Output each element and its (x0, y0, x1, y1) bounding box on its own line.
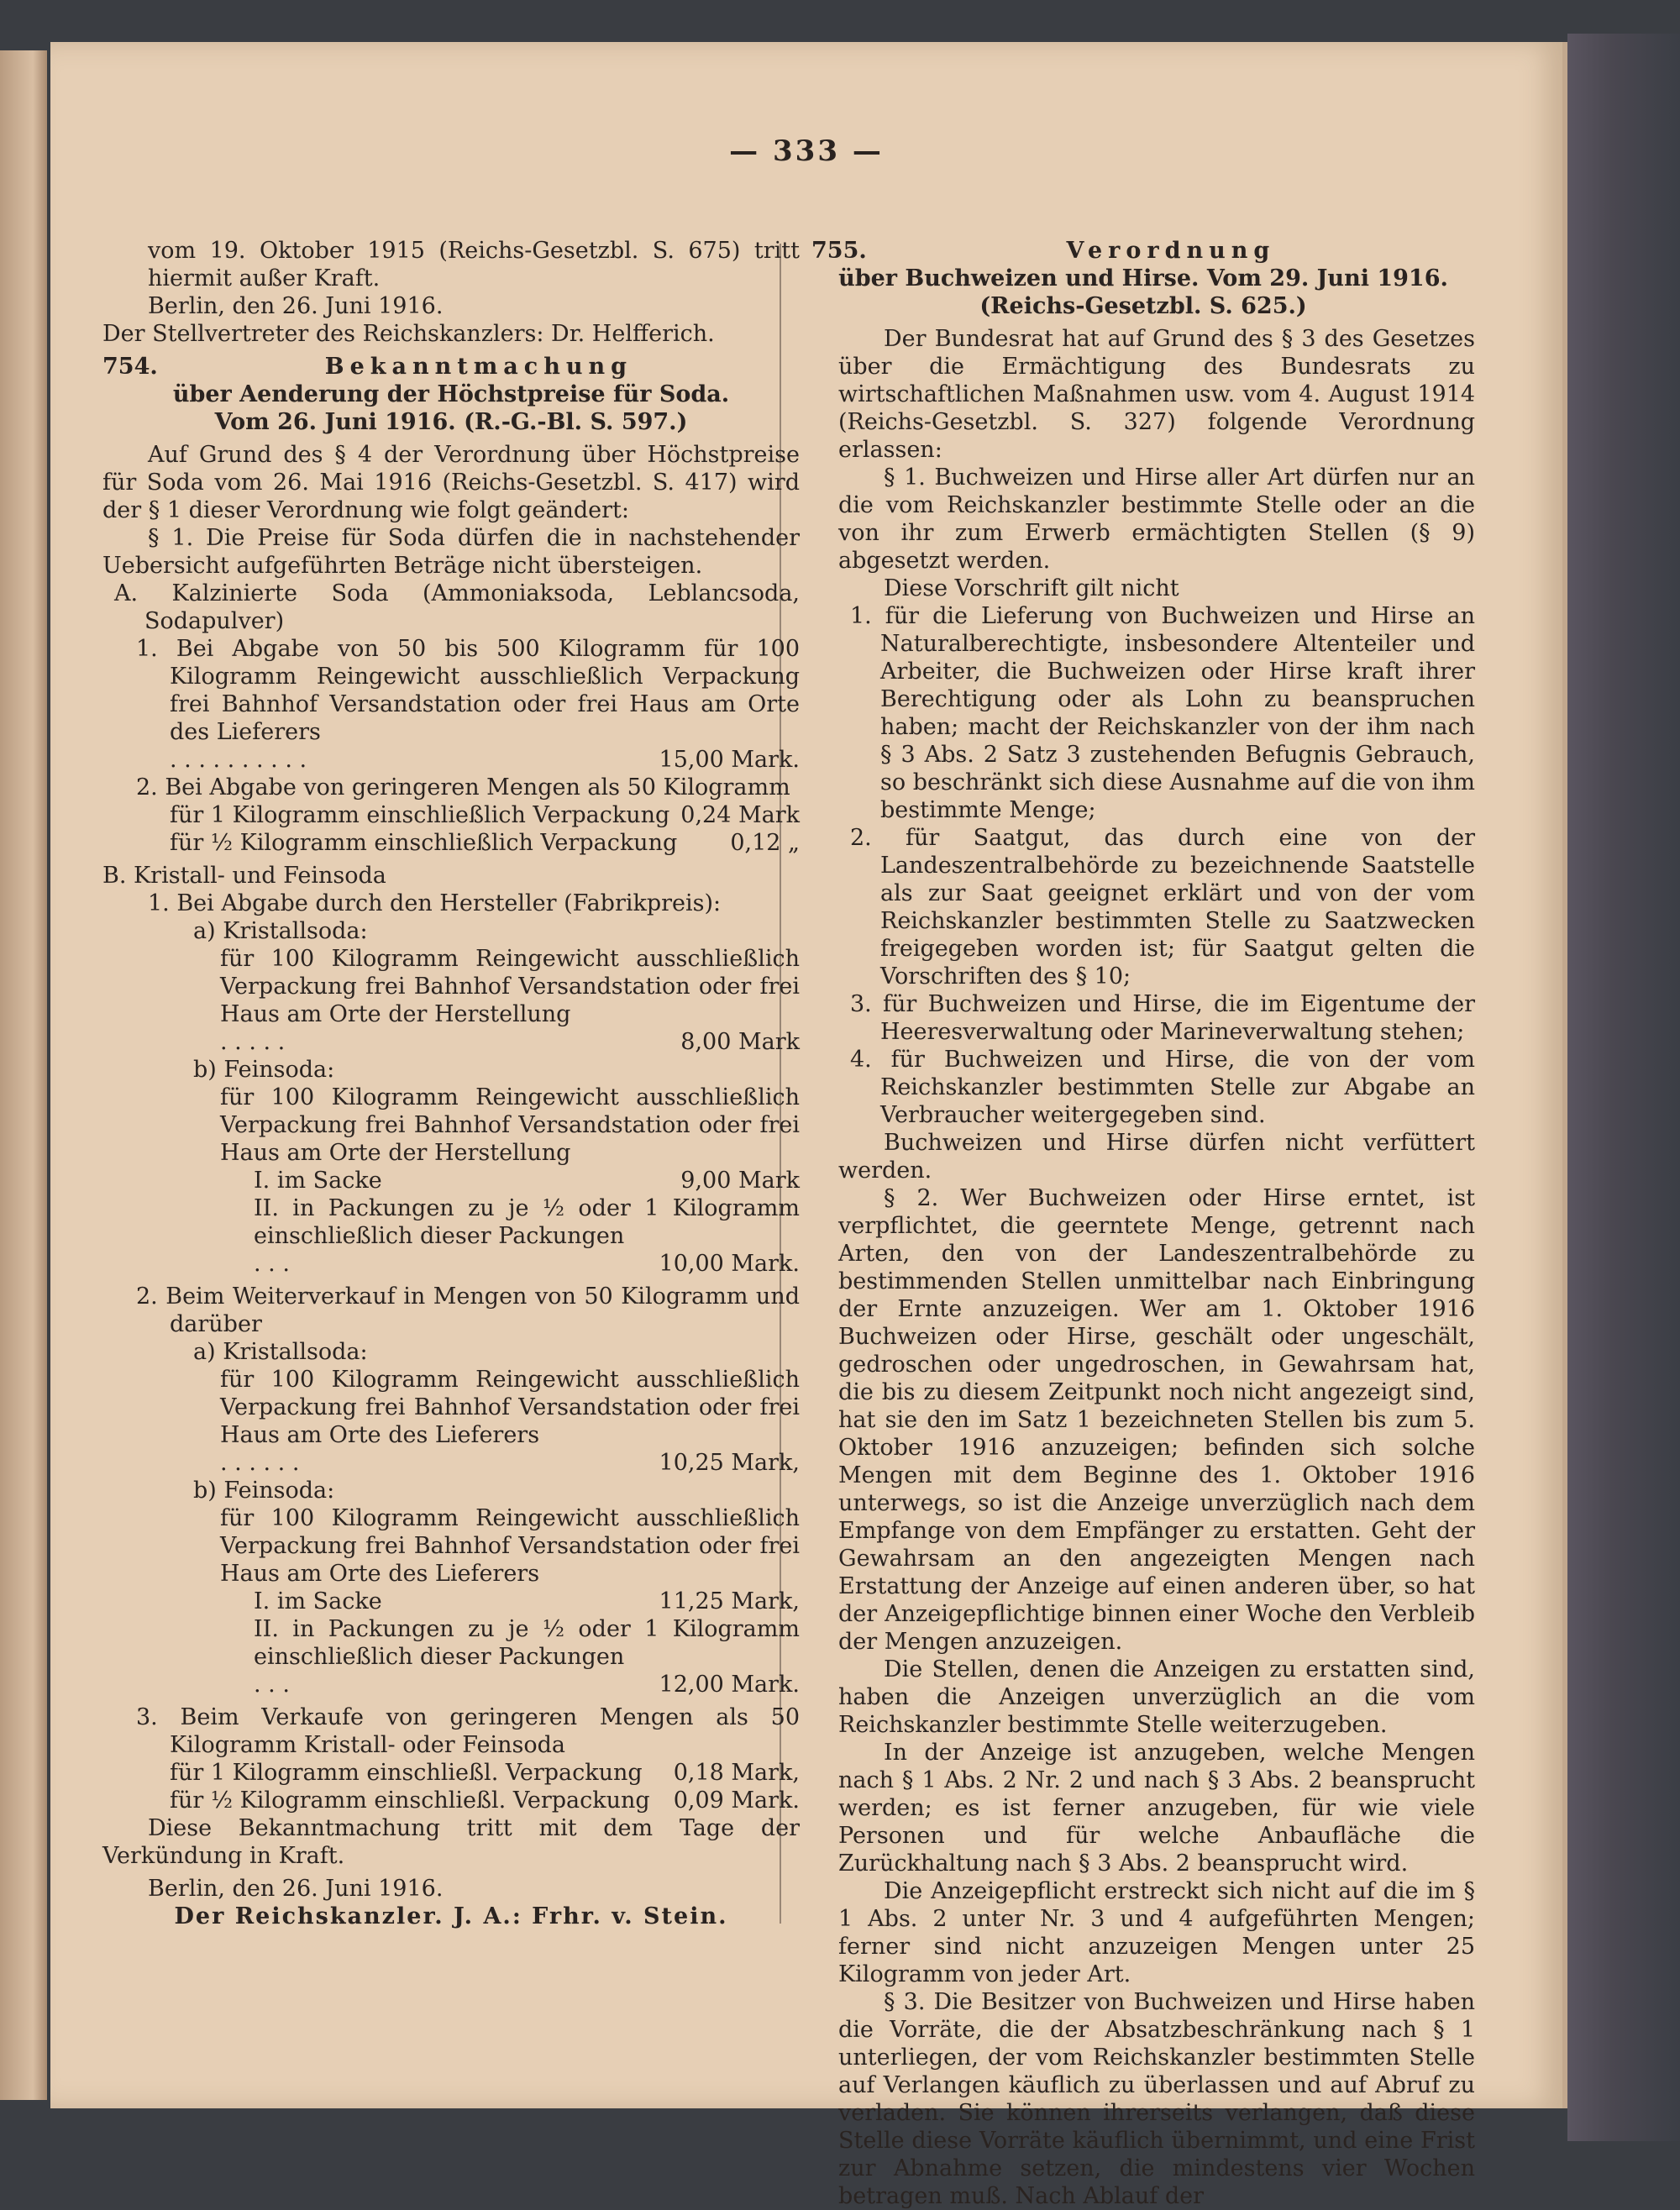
section-754-para-1: § 1. Die Preise für Soda dürfen die in nachstehender Uebersicht aufgeführten Beträge nicht übersteigen. (102, 525, 800, 579)
item-B1-text: 1. Bei Abgabe durch den Hersteller (Fabrikpreis): (148, 890, 722, 916)
item-B3a-price: 0,18 Mark, (673, 1760, 800, 1786)
section-755-item-2: 2. für Saatgut, das durch eine von der Landeszentralbehörde zu bezeichnende Saatstelle als zur Saat geeignet erklärt und von der vom Reichskanzler bestimmten Stelle zu Saatzwecken freigegeben worden ist; für Saatgut gelten die Vorschriften des § 10; (850, 825, 1475, 990)
section-755-para-2b: Die Stellen, denen die Anzeigen zu erstatten sind, haben die Anzeigen unverzüglich an die vom Reichskanzler bestimmte Stelle weiterzugeben. (838, 1656, 1475, 1738)
item-B2b-I-price: 11,25 Mark, (659, 1588, 800, 1614)
right-column (778, 237, 1475, 2210)
left-column: vom 19. Oktober 1915 (Reichs-Gesetzbl. S. 675) tritt hiermit außer Kraft. Berlin, den 26. Juni 1916. Der Stellvertreter des Reichskanzlers: Dr. Helfferich. 754. Bekanntmachung über Aenderung der Höchstpreise für Soda. Vom 26. Juni 1916. (R.-G.-Bl. S. 597.) Auf Grund des § 4 der Verordnung über Höchstpreise für Soda vom 26. Mai 1916 (Reichs-Gesetzbl. S. 417) wird der § 1 dieser Verordnung wie folgt geändert: § 1. Die Preise für Soda dürfen die in nachstehender Uebersicht aufgeführten Beträge nicht übersteigen. A. Kalzinierte Soda (Ammoniaksoda, Leblancsoda, Sodapulver) 1. Bei Abgabe von 50 bis 500 Kilogramm für 100 Kilogramm Reingewicht ausschließlich Verpackung frei Bahnhof Versandstation oder frei Haus am Orte des Lieferers . . . . . . . . . . 15,00 Mark. 2. Bei Abgabe von geringeren Mengen als 50 Kilogramm für 1 Kilogramm einschließlich Verpackung 0,24 Mark für ½ Kilogramm einschließlich Verpackung 0,12 „ B. Kristall- und Feinsoda 1. Bei Abgabe durch den Hersteller (Fabrikpreis): a) Kristallsoda: für 100 Kilogramm Reingewicht ausschließlich Verpackung frei Bahnhof Versandstation oder frei Haus am Orte der Herstellung . . . . . 8,00 Mark b) Feinsoda: für 100 Kilogramm Reingewicht ausschließlich Verpackung frei Bahnhof Versandstation oder frei Haus am Orte der Herstellung I. im Sacke 9,00 Mark II. in Packungen zu je ½ oder 1 Kilogramm einschließlich dieser Packungen . . . 10,00 Mark. 2. Beim Weiterverkauf in Mengen von 50 Kilogramm und darüber a) Kristallsoda: für 100 Kilogramm Reingewicht ausschließlich Verpackung frei Bahnhof Versandstation oder frei Haus am Orte des Lieferers . . . . . . 10,25 Mark, b) Feinsoda: für 100 Kilogramm Reingewicht ausschließlich Verpackung frei Bahnhof Versandstation oder frei Haus am Orte des Lieferers I. im Sacke 11,25 Mark, II. in Packungen zu je ½ oder 1 Kilogramm einschließlich dieser Packungen . . . 12,00 Mark. 3. Beim Verkaufe von geringeren Mengen als 50 Kilogramm Kristall- oder Feinsoda für 1 Kilogramm einschließl. Verpackung 0,18 Mark, für ½ Kilogramm einschließl. Verpackung 0,09 Mark. Diese Bekanntmachung tritt mit dem Tage der Verkündung in Kraft. Berlin, den 26. Juni 1916. Der Reichskanzler. J. A.: Frhr. v. Stein. (102, 238, 800, 1929)
item-B1a-price: 8,00 Mark (680, 1029, 800, 1055)
section-754-closing: Diese Bekanntmachung tritt mit dem Tage der Verkündung in Kraft. (102, 1815, 800, 1869)
section-755-para-1c: Buchweizen und Hirse dürfen nicht verfüttert werden. (838, 1130, 1475, 1184)
section-755-intro: Der Bundesrat hat auf Grund des § 3 des Gesetzes über die Ermächtigung des Bundesrats zu wirtschaftlichen Maßnahmen usw. vom 4. August 1914 (Reichs-Gesetzbl. S. 327) folgende Verordnung erlassen: (838, 326, 1475, 463)
item-B3a-text: für 1 Kilogramm einschließl. Verpackung (170, 1760, 643, 1786)
section-754-subtitle: über Aenderung der Höchstpreise für Soda. (172, 381, 730, 407)
document-page (50, 42, 1567, 2209)
section-755-item-1: 1. für die Lieferung von Buchweizen und Hirse an Naturalberechtigte, insbesondere Altenteiler und Arbeiter, die Buchweizen oder Hirse kraft ihrer Berechtigung oder als Lohn zu beanspruchen haben; macht der Reichskanzler von der ihm nach § 3 Abs. 2 Satz 3 zustehenden Befugnis Gebrauch, so beschränkt sich diese Ausnahme auf die von ihm bestimmte Menge; (850, 603, 1475, 823)
section-755-title: Verordnung (1066, 238, 1276, 264)
section-754-date-line: Berlin, den 26. Juni 1916. (148, 1876, 444, 1902)
item-A2a-price: 0,24 Mark (680, 802, 800, 828)
section-755-number: 755. (811, 238, 867, 264)
section-755-para-1: § 1. Buchweizen und Hirse aller Art dürfen nur an die vom Reichskanzler bestimmte Stelle oder an die von ihr zum Erwerb ermächtigten Stellen (§ 9) abgesetzt werden. (838, 465, 1475, 574)
section-755-item-3: 3. für Buchweizen und Hirse, die im Eigentume der Heeresverwaltung oder Marineverwaltung stehen; (850, 991, 1475, 1045)
item-A-heading: A. Kalzinierte Soda (Ammoniaksoda, Leblancsoda, Sodapulver) (114, 580, 800, 634)
item-B3b-text: für ½ Kilogramm einschließl. Verpackung (170, 1787, 650, 1814)
item-B2b-text: für 100 Kilogramm Reingewicht ausschließlich Verpackung frei Bahnhof Versandstation oder frei Haus am Orte des Lieferers (220, 1505, 800, 1587)
section-755-para-3: § 3. Die Besitzer von Buchweizen und Hirse haben die Vorräte, die der Absatzbeschränkung nach § 1 unterliegen, der vom Reichskanzler bestimmten Stelle auf Verlangen käuflich zu überlassen und auf Abruf zu verladen. Sie können ihrerseits verlangen, daß diese Stelle diese Vorräte käuflich übernimmt, und eine Frist zur Abnahme setzen, die mindestens vier Wochen betragen muß. Nach Ablauf der (838, 1989, 1475, 2209)
item-B2-text: 2. Beim Weiterverkauf in Mengen von 50 Kilogramm und darüber (136, 1283, 800, 1337)
item-B1b-label: b) Feinsoda: (193, 1057, 335, 1083)
item-B1b-I-price: 9,00 Mark (680, 1168, 800, 1194)
item-B1b-I-text: I. im Sacke (254, 1168, 382, 1194)
section-754-number: 754. (102, 354, 158, 380)
section-754-intro: Auf Grund des § 4 der Verordnung über Höchstpreise für Soda vom 26. Mai 1916 (Reichs-Gesetzbl. S. 417) wird der § 1 dieser Verordnung wie folgt geändert: (102, 442, 800, 523)
section-754-heading (102, 353, 800, 381)
facing-page-edge (0, 50, 47, 2100)
item-B2a-label: a) Kristallsoda: (193, 1339, 368, 1365)
item-B2b-I-text: I. im Sacke (254, 1588, 382, 1614)
item-A2-text: 2. Bei Abgabe von geringeren Mengen als 50 Kilogramm (136, 774, 790, 801)
item-B2b-label: b) Feinsoda: (193, 1478, 335, 1504)
page-number: — 333 — (729, 134, 884, 168)
section-755-reference: (Reichs-Gesetzbl. S. 625.) (979, 293, 1307, 319)
section-754-signature: Der Reichskanzler. J. A.: Frhr. v. Stein. (174, 1903, 728, 1929)
item-B1b-II-text: II. in Packungen zu je ½ oder 1 Kilogramm einschließlich dieser Packungen (254, 1195, 800, 1249)
left-continuation-signature: Der Stellvertreter des Reichskanzlers: Dr. Helfferich. (102, 321, 715, 347)
section-755-para-1b: Diese Vorschrift gilt nicht (884, 575, 1179, 601)
item-A2b-text: für ½ Kilogramm einschließlich Verpackung (170, 830, 678, 856)
item-A1-text: 1. Bei Abgabe von 50 bis 500 Kilogramm für 100 Kilogramm Reingewicht ausschließlich Verpackung frei Bahnhof Versandstation oder frei Haus am Orte des Lieferers (136, 636, 800, 745)
item-A1-price: 15,00 Mark. (659, 747, 800, 773)
book-spine (1567, 34, 1680, 2141)
item-B1b-II-price: 10,00 Mark. (659, 1251, 800, 1277)
item-B2a-price: 10,25 Mark, (659, 1450, 800, 1476)
section-755-para-2d: Die Anzeigepflicht erstreckt sich nicht auf die im § 1 Abs. 2 unter Nr. 3 und 4 aufgeführten Mengen; ferner sind nicht anzuzeigen Mengen unter 25 Kilogramm von jeder Art. (838, 1878, 1475, 1987)
item-B3b-price: 0,09 Mark. (673, 1787, 800, 1814)
item-B3-text: 3. Beim Verkaufe von geringeren Mengen als 50 Kilogramm Kristall- oder Feinsoda (136, 1704, 800, 1758)
item-B2b-II-price: 12,00 Mark. (659, 1672, 800, 1698)
left-continuation-date: Berlin, den 26. Juni 1916. (148, 293, 444, 319)
section-755-para-2: § 2. Wer Buchweizen oder Hirse erntet, ist verpflichtet, die geerntete Menge, getrennt nach Arten, den von der Landeszentralbehörde zu bestimmenden Stellen unmittelbar nach Einbringung der Ernte anzuzeigen. Wer am 1. Oktober 1916 Buchweizen oder Hirse, geschält oder ungeschält, gedroschen oder ungedroschen, in Gewahrsam hat, die bis zu diesem Zeitpunkt noch nicht angezeigt sind, hat sie den im Satz 1 bezeichneten Stellen bis zum 5. Oktober 1916 anzuzeigen; befinden sich solche Mengen mit dem Beginne des 1. Oktober 1916 unterwegs, so ist die Anzeige unverzüglich nach dem Empfange von dem Empfänger zu erstatten. Geht der Gewahrsam an den angezeigten Mengen nach Erstattung der Anzeige auf einen anderen über, so hat der Anzeigepflichtige binnen einer Woche den Verbleib der Mengen anzuzeigen. (838, 1185, 1475, 1655)
item-B2a-text: für 100 Kilogramm Reingewicht ausschließlich Verpackung frei Bahnhof Versandstation oder frei Haus am Orte des Lieferers (220, 1367, 800, 1448)
item-B1a-label: a) Kristallsoda: (193, 918, 368, 944)
item-A2b-price: 0,12 „ (730, 830, 800, 856)
left-continuation-text: vom 19. Oktober 1915 (Reichs-Gesetzbl. S. 675) tritt hiermit außer Kraft. (148, 238, 800, 291)
item-B-heading: B. Kristall- und Feinsoda (102, 863, 386, 889)
section-755-heading (778, 237, 1475, 265)
item-B1b-text: für 100 Kilogramm Reingewicht ausschließlich Verpackung frei Bahnhof Versandstation oder frei Haus am Orte der Herstellung (220, 1084, 800, 1166)
section-755-item-4: 4. für Buchweizen und Hirse, die von der vom Reichskanzler bestimmten Stelle zur Abgabe an Verbraucher weitergegeben sind. (850, 1047, 1475, 1128)
item-A2a-text: für 1 Kilogramm einschließlich Verpackung (170, 802, 670, 828)
section-754-date: Vom 26. Juni 1916. (R.-G.-Bl. S. 597.) (214, 409, 688, 435)
section-755-para-2c: In der Anzeige ist anzugeben, welche Mengen nach § 1 Abs. 2 Nr. 2 und nach § 3 Abs. 2 beansprucht werden; es ist ferner anzugeben, für wie viele Personen und für welche Anbaufläche die Zurückhaltung nach § 3 Abs. 2 beansprucht wird. (838, 1740, 1475, 1877)
item-B2b-II-text: II. in Packungen zu je ½ oder 1 Kilogramm einschließlich dieser Packungen (254, 1616, 800, 1670)
section-754-title: Bekanntmachung (324, 354, 633, 380)
section-755-subtitle: über Buchweizen und Hirse. Vom 29. Juni 1916. (838, 265, 1448, 291)
item-B1a-text: für 100 Kilogramm Reingewicht ausschließlich Verpackung frei Bahnhof Versandstation oder frei Haus am Orte der Herstellung (220, 946, 800, 1027)
